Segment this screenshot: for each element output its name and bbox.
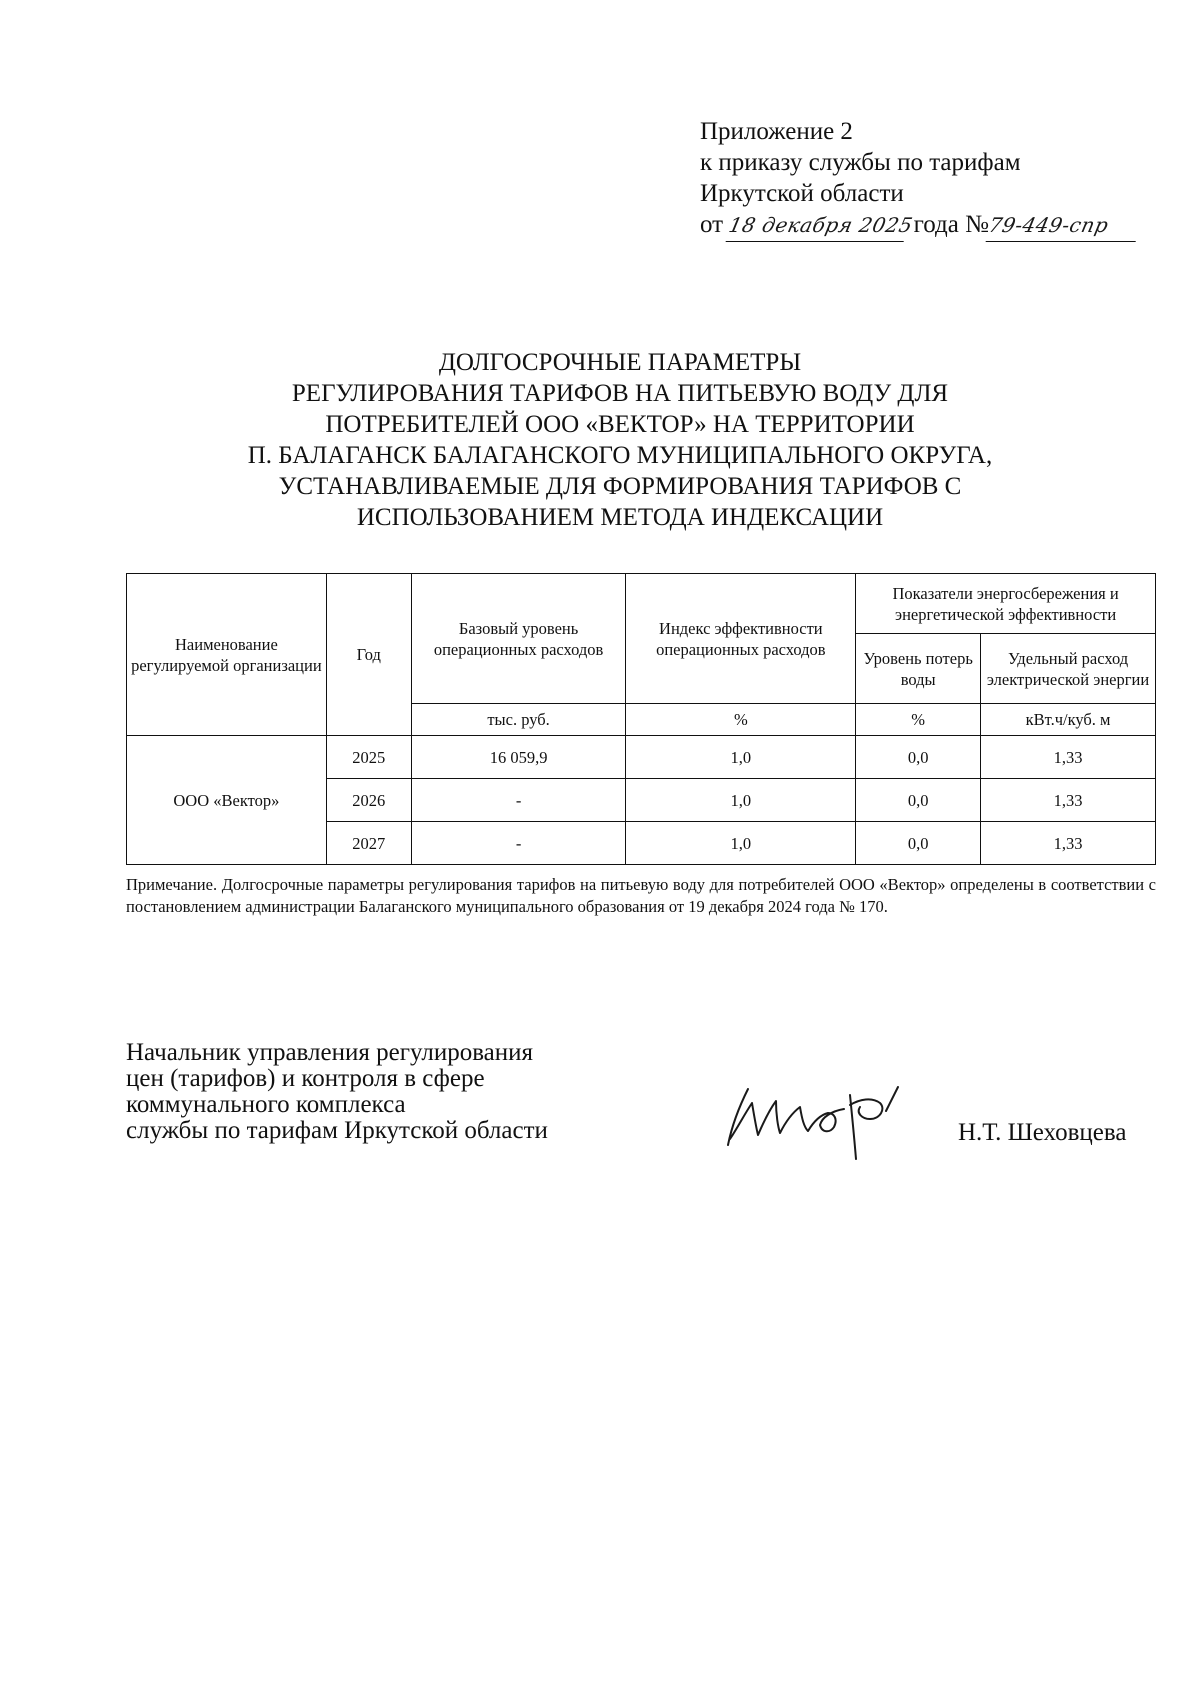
position-line: Начальник управления регулирования	[126, 1039, 534, 1066]
header-electricity: Удельный расход электрической энергии	[981, 634, 1156, 704]
header-org: Наименование регулируемой организации	[127, 574, 327, 736]
title-line: РЕГУЛИРОВАНИЯ ТАРИФОВ НА ПИТЬЕВУЮ ВОДУ ДЛЯ	[291, 380, 949, 407]
electricity-cell: 1,33	[981, 822, 1156, 865]
water-loss-cell: 0,0	[856, 822, 981, 865]
base-level-cell: -	[411, 822, 626, 865]
efficiency-index-cell: 1,0	[626, 779, 856, 822]
appendix-region: Иркутской области	[700, 180, 904, 207]
appendix-order-ref: к приказу службы по тарифам	[700, 149, 1021, 176]
table-row	[127, 736, 1156, 779]
org-name-cell: ООО «Вектор»	[127, 736, 327, 865]
title-line: П. БАЛАГАНСК БАЛАГАНСКОГО МУНИЦИПАЛЬНОГО ОКРУГА,	[247, 442, 993, 469]
position-line: коммунального комплекса	[126, 1091, 406, 1118]
signer-position	[126, 1040, 548, 1144]
document-title	[200, 347, 1040, 533]
year-cell: 2025	[326, 736, 411, 779]
electricity-cell: 1,33	[981, 736, 1156, 779]
signer-name: Н.Т. Шеховцева	[958, 1119, 1127, 1146]
title-line: УСТАНАВЛИВАЕМЫЕ ДЛЯ ФОРМИРОВАНИЯ ТАРИФОВ С	[278, 473, 962, 500]
handwritten-order-number: 79-449-спр	[986, 210, 1143, 242]
efficiency-index-cell: 1,0	[626, 736, 856, 779]
handwritten-date: 18 декабря 2025	[726, 210, 911, 242]
position-line: службы по тарифам Иркутской области	[126, 1117, 548, 1144]
base-level-cell: -	[411, 779, 626, 822]
position-line: цен (тарифов) и контроля в сфере	[126, 1065, 485, 1092]
water-loss-cell: 0,0	[856, 736, 981, 779]
unit-base-level: тыс. руб.	[411, 704, 626, 736]
handwritten-signature	[710, 1075, 940, 1165]
table-note: Примечание. Долгосрочные параметры регулирования тарифов на питьевую воду для потребителей ООО «Вектор» определены в соответствии с постановлением администрации Балаганского муниципального образования от 19 декабря 2024 года № 170.	[126, 875, 1156, 916]
header-year: Год	[326, 574, 411, 736]
parameters-table	[126, 573, 1156, 865]
unit-electricity: кВт.ч/куб. м	[981, 704, 1156, 736]
year-cell: 2027	[326, 822, 411, 865]
title-line: ПОТРЕБИТЕЛЕЙ ООО «ВЕКТОР» НА ТЕРРИТОРИИ	[325, 411, 915, 438]
unit-efficiency-index: %	[626, 704, 856, 736]
efficiency-index-cell: 1,0	[626, 822, 856, 865]
appendix-header	[700, 116, 1139, 242]
year-cell: 2026	[326, 779, 411, 822]
appendix-date-line	[700, 209, 1139, 242]
appendix-number: Приложение 2	[700, 118, 853, 145]
header-energy-group: Показатели энергосбережения и энергетической эффективности	[856, 574, 1156, 634]
water-loss-cell: 0,0	[856, 779, 981, 822]
base-level-cell: 16 059,9	[411, 736, 626, 779]
header-base-level: Базовый уровень операционных расходов	[411, 574, 626, 704]
unit-water-loss: %	[856, 704, 981, 736]
title-line: ДОЛГОСРОЧНЫЕ ПАРАМЕТРЫ	[438, 349, 802, 376]
title-line: ИСПОЛЬЗОВАНИЕМ МЕТОДА ИНДЕКСАЦИИ	[356, 504, 884, 531]
header-efficiency-index: Индекс эффективности операционных расходов	[626, 574, 856, 704]
header-water-loss: Уровень потерь воды	[856, 634, 981, 704]
year-number-label: года №	[913, 211, 989, 238]
electricity-cell: 1,33	[981, 779, 1156, 822]
from-label: от	[700, 211, 724, 238]
